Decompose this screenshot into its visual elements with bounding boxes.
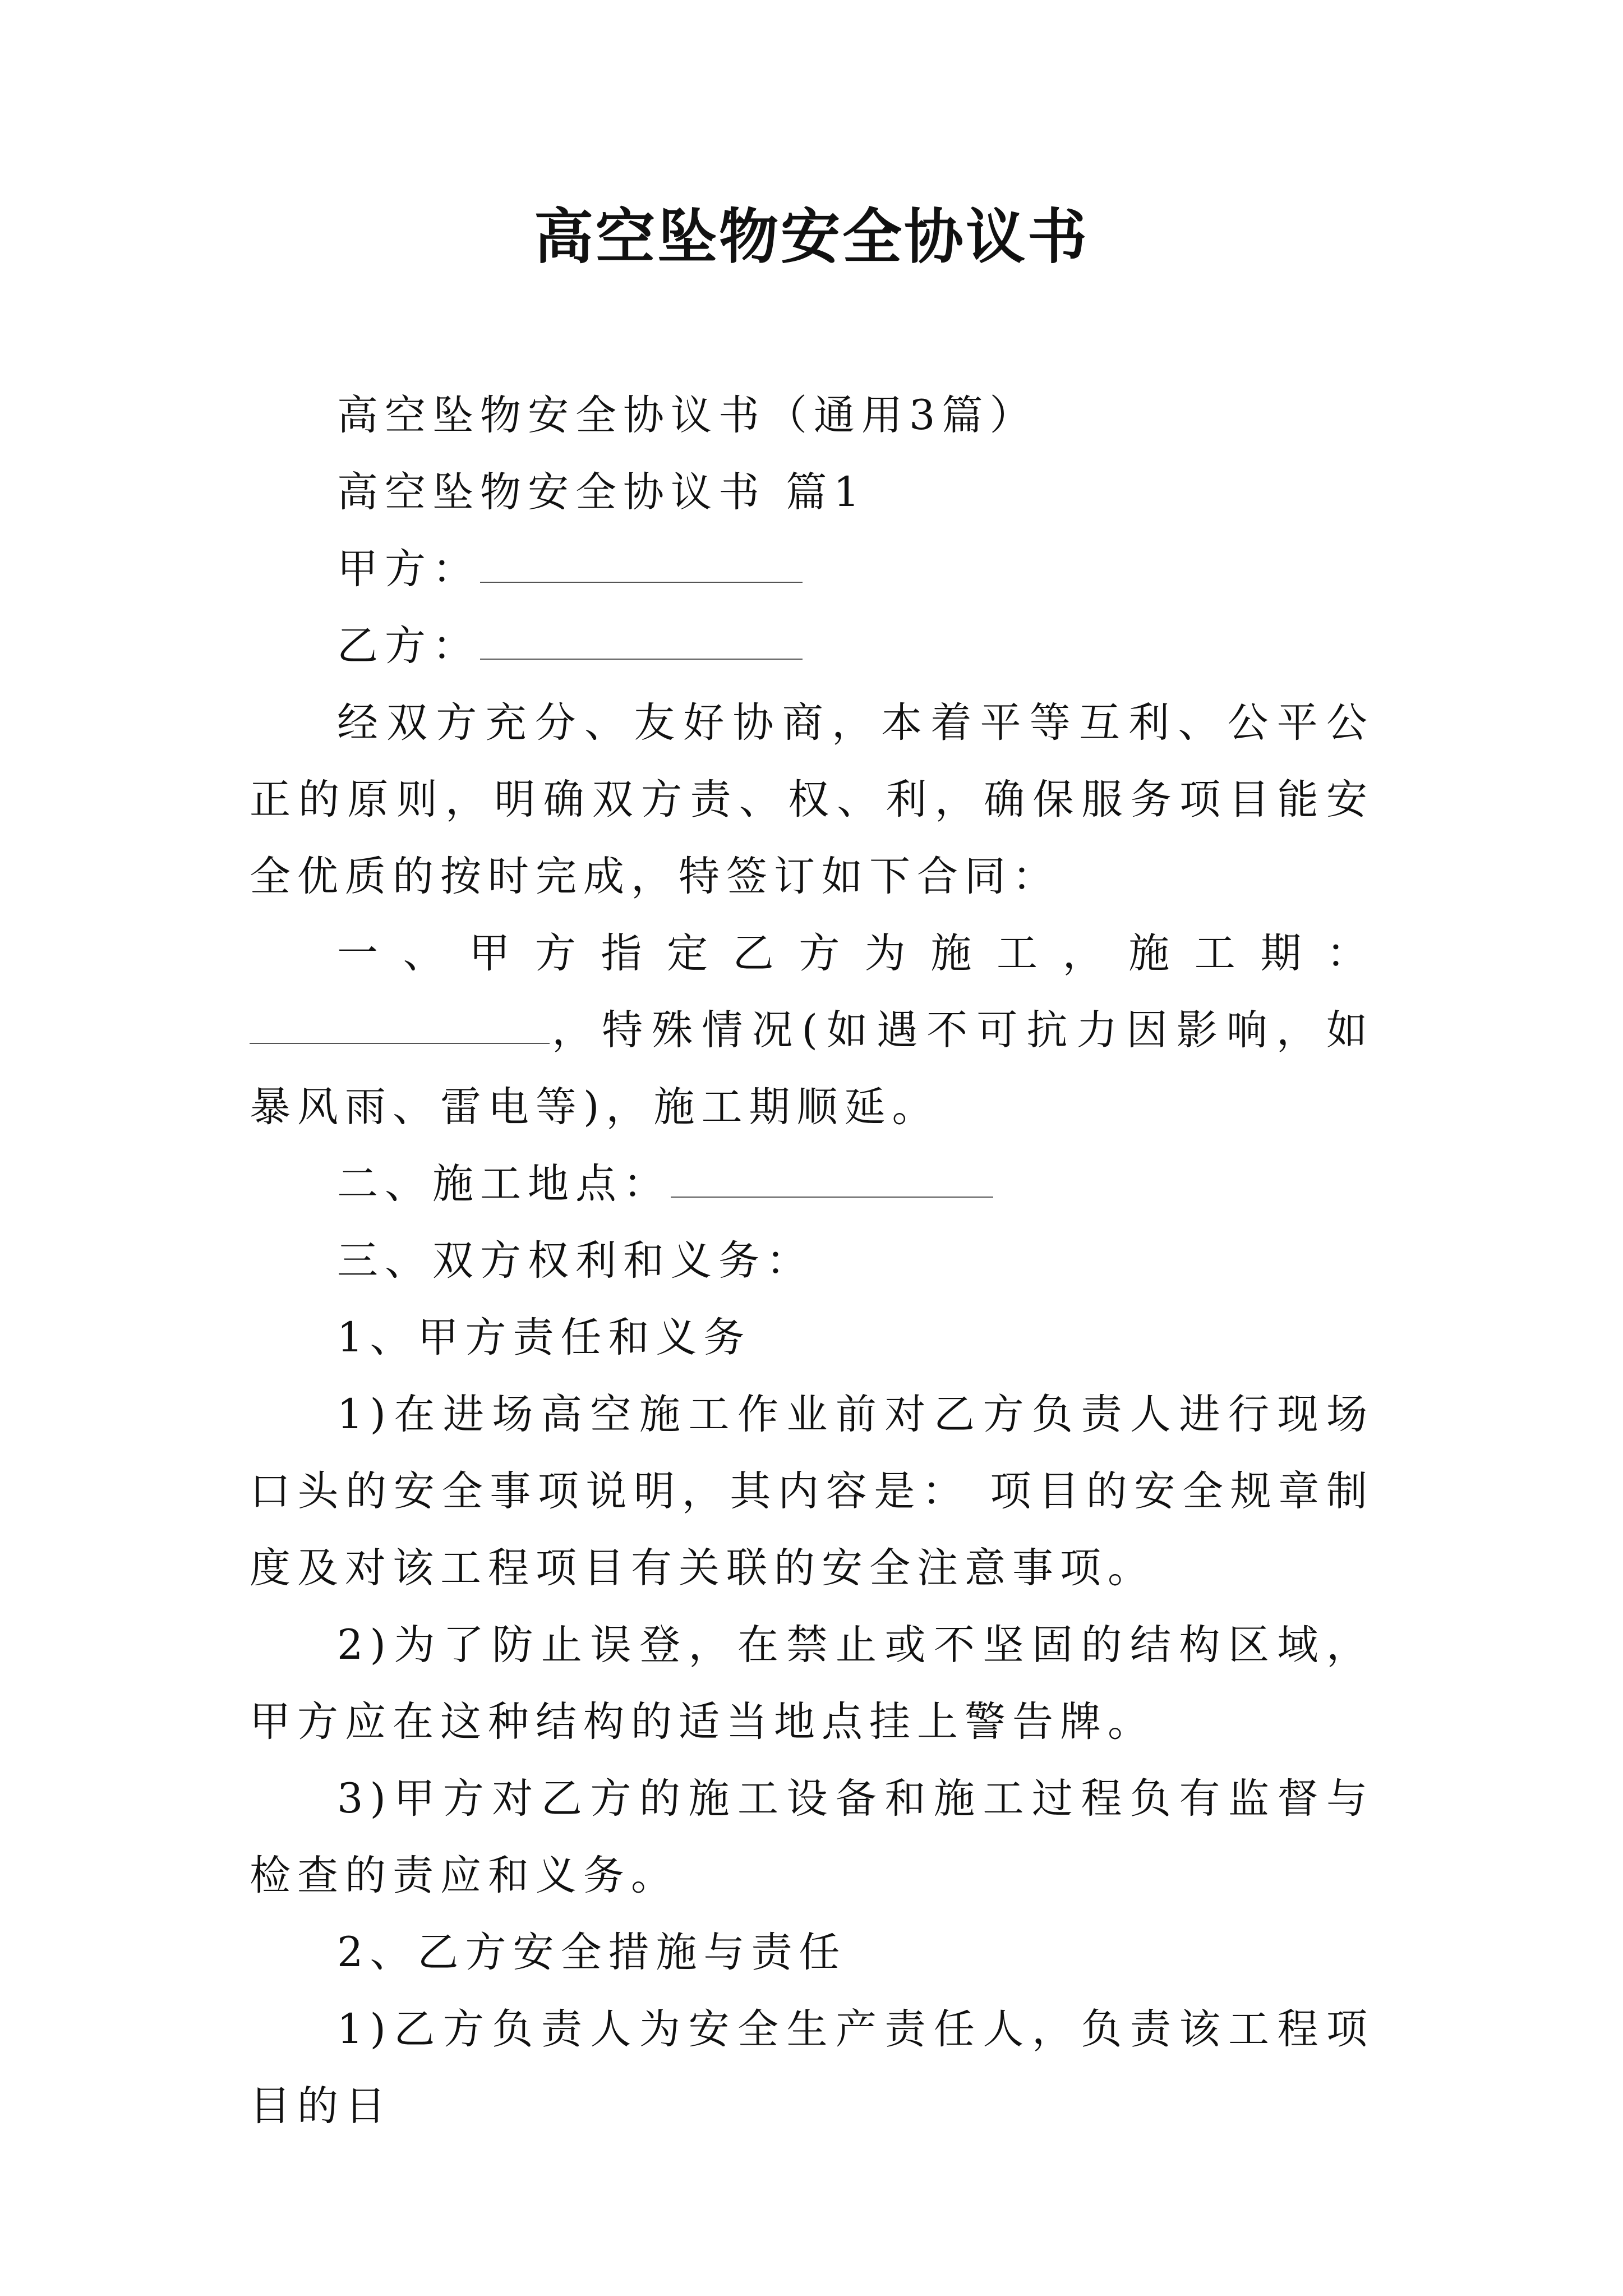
clause-2-paragraph bbox=[250, 1145, 1374, 1222]
subtitle-paragraph: 高空坠物安全协议书（通用3篇） bbox=[337, 392, 1038, 439]
construction-period-blank bbox=[250, 1004, 550, 1044]
clause-3-heading: 三、双方权利和义务： bbox=[337, 1237, 814, 1285]
preamble-paragraph: 经双方充分、友好协商，本着平等互利、公平公正的原则，明确双方责、权、利，确保服务项目能安全优质的按时完成，特签订如下合同： bbox=[250, 699, 1374, 900]
party-b-measures-heading: 2、乙方安全措施与责任 bbox=[337, 1929, 847, 1976]
clause-1-paragraph bbox=[250, 915, 1374, 1145]
document-title: 高空坠物安全协议书 bbox=[534, 201, 1089, 272]
party-a-line bbox=[250, 531, 1374, 608]
document-body bbox=[250, 377, 1374, 2145]
clause-1-text-b: ，特殊情况(如遇不可抗力因影响，如暴风雨、雷电等)，施工期顺延。 bbox=[250, 1006, 1374, 1131]
clause-1-text-a: 一、甲方指定乙方为施工，施工期： bbox=[337, 930, 1374, 977]
party-a-label: 甲方： bbox=[337, 545, 480, 593]
party-b-line bbox=[250, 608, 1374, 684]
party-a-duty-1: 1)在进场高空施工作业前对乙方负责人进行现场口头的安全事项说明，其内容是： 项目的安全规章制度及对该工程项目有关联的安全注意事项。 bbox=[250, 1391, 1374, 1592]
party-b-label: 乙方： bbox=[337, 622, 480, 670]
party-a-duty-3: 3)甲方对乙方的施工设备和施工过程负有监督与检查的责应和义务。 bbox=[250, 1775, 1374, 1899]
section-heading: 高空坠物安全协议书 篇1 bbox=[337, 468, 866, 516]
party-b-measure-1: 1)乙方负责人为安全生产责任人，负责该工程项目的日 bbox=[250, 2005, 1374, 2130]
party-a-blank bbox=[480, 542, 803, 583]
party-b-blank bbox=[480, 619, 803, 660]
clause-2-label: 二、施工地点： bbox=[337, 1160, 671, 1208]
party-a-duties-heading: 1、甲方责任和义务 bbox=[337, 1314, 751, 1361]
party-a-duty-2: 2)为了防止误登，在禁止或不坚固的结构区域，甲方应在这种结构的适当地点挂上警告牌。 bbox=[250, 1621, 1374, 1746]
construction-site-blank bbox=[671, 1157, 993, 1198]
